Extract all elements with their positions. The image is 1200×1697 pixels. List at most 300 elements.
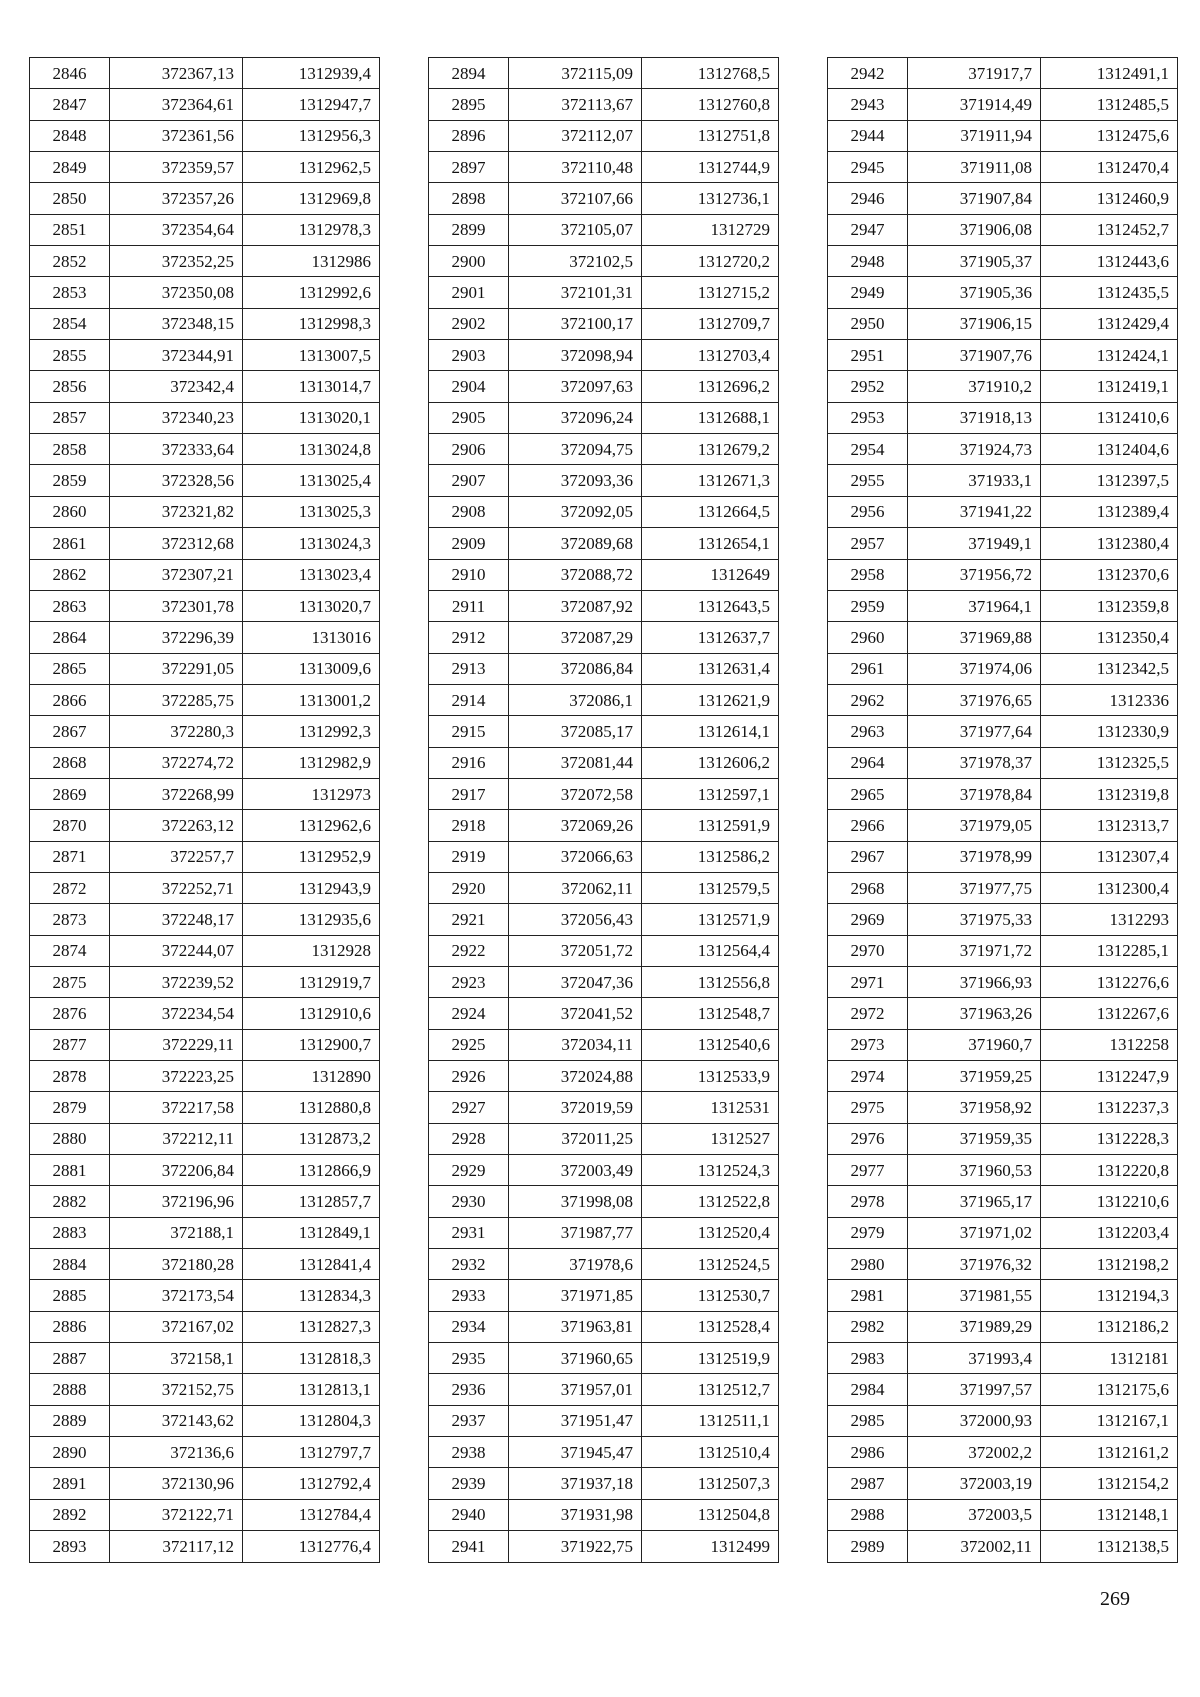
point-number-cell: 2947 <box>828 214 908 245</box>
table-row <box>828 496 1178 527</box>
x-coordinate-cell: 371917,7 <box>908 58 1041 89</box>
y-coordinate-cell: 1313020,1 <box>243 402 380 433</box>
point-number-cell: 2875 <box>30 966 110 997</box>
table-row <box>30 841 380 872</box>
x-coordinate-cell: 372328,56 <box>110 465 243 496</box>
x-coordinate-cell: 372088,72 <box>509 559 642 590</box>
table-row <box>828 58 1178 89</box>
table-row <box>828 371 1178 402</box>
y-coordinate-cell: 1312857,7 <box>243 1186 380 1217</box>
table-row <box>30 120 380 151</box>
point-number-cell: 2920 <box>429 872 509 903</box>
x-coordinate-cell: 372107,66 <box>509 183 642 214</box>
y-coordinate-cell: 1312910,6 <box>243 998 380 1029</box>
point-number-cell: 2937 <box>429 1405 509 1436</box>
y-coordinate-cell: 1312198,2 <box>1041 1249 1178 1280</box>
table-row <box>30 1468 380 1499</box>
x-coordinate-cell: 371907,84 <box>908 183 1041 214</box>
x-coordinate-cell: 371964,1 <box>908 590 1041 621</box>
y-coordinate-cell: 1312460,9 <box>1041 183 1178 214</box>
x-coordinate-cell: 372212,11 <box>110 1123 243 1154</box>
page-number: 269 <box>1100 1588 1130 1610</box>
point-number-cell: 2902 <box>429 308 509 339</box>
table-row <box>30 528 380 559</box>
table-row <box>828 778 1178 809</box>
x-coordinate-cell: 371978,37 <box>908 747 1041 778</box>
table-row <box>828 1280 1178 1311</box>
x-coordinate-cell: 371959,25 <box>908 1061 1041 1092</box>
point-number-cell: 2901 <box>429 277 509 308</box>
point-number-cell: 2922 <box>429 935 509 966</box>
table-row <box>30 966 380 997</box>
y-coordinate-cell: 1312540,6 <box>642 1029 779 1060</box>
point-number-cell: 2958 <box>828 559 908 590</box>
x-coordinate-cell: 372101,31 <box>509 277 642 308</box>
point-number-cell: 2931 <box>429 1217 509 1248</box>
x-coordinate-cell: 372002,2 <box>908 1437 1041 1468</box>
table-row <box>429 684 779 715</box>
y-coordinate-cell: 1312947,7 <box>243 89 380 120</box>
table-row <box>429 622 779 653</box>
table-row <box>429 89 779 120</box>
table-row <box>429 1155 779 1186</box>
table-row <box>429 1249 779 1280</box>
point-number-cell: 2909 <box>429 528 509 559</box>
point-number-cell: 2955 <box>828 465 908 496</box>
y-coordinate-cell: 1313025,4 <box>243 465 380 496</box>
y-coordinate-cell: 1312404,6 <box>1041 434 1178 465</box>
y-coordinate-cell: 1312760,8 <box>642 89 779 120</box>
point-number-cell: 2871 <box>30 841 110 872</box>
y-coordinate-cell: 1312804,3 <box>243 1405 380 1436</box>
x-coordinate-cell: 372086,84 <box>509 653 642 684</box>
y-coordinate-cell: 1312649 <box>642 559 779 590</box>
y-coordinate-cell: 1313001,2 <box>243 684 380 715</box>
table-row <box>30 872 380 903</box>
x-coordinate-cell: 371911,08 <box>908 152 1041 183</box>
table-row <box>828 841 1178 872</box>
table-row <box>30 277 380 308</box>
point-number-cell: 2914 <box>429 684 509 715</box>
point-number-cell: 2976 <box>828 1123 908 1154</box>
point-number-cell: 2946 <box>828 183 908 214</box>
point-number-cell: 2862 <box>30 559 110 590</box>
x-coordinate-cell: 372069,26 <box>509 810 642 841</box>
point-number-cell: 2891 <box>30 1468 110 1499</box>
y-coordinate-cell: 1312429,4 <box>1041 308 1178 339</box>
x-coordinate-cell: 372354,64 <box>110 214 243 245</box>
point-number-cell: 2857 <box>30 402 110 433</box>
x-coordinate-cell: 372100,17 <box>509 308 642 339</box>
x-coordinate-cell: 372244,07 <box>110 935 243 966</box>
point-number-cell: 2933 <box>429 1280 509 1311</box>
point-number-cell: 2905 <box>429 402 509 433</box>
x-coordinate-cell: 371976,32 <box>908 1249 1041 1280</box>
table-row <box>30 1280 380 1311</box>
point-number-cell: 2967 <box>828 841 908 872</box>
y-coordinate-cell: 1312220,8 <box>1041 1155 1178 1186</box>
table-row <box>429 1343 779 1374</box>
table-row <box>828 747 1178 778</box>
y-coordinate-cell: 1312597,1 <box>642 778 779 809</box>
table-row <box>30 1311 380 1342</box>
x-coordinate-cell: 371911,94 <box>908 120 1041 151</box>
table-row <box>429 872 779 903</box>
point-number-cell: 2853 <box>30 277 110 308</box>
y-coordinate-cell: 1313020,7 <box>243 590 380 621</box>
x-coordinate-cell: 371906,15 <box>908 308 1041 339</box>
point-number-cell: 2878 <box>30 1061 110 1092</box>
y-coordinate-cell: 1312330,9 <box>1041 716 1178 747</box>
x-coordinate-cell: 372096,24 <box>509 402 642 433</box>
y-coordinate-cell: 1312300,4 <box>1041 872 1178 903</box>
x-coordinate-cell: 372136,6 <box>110 1437 243 1468</box>
point-number-cell: 2897 <box>429 152 509 183</box>
point-number-cell: 2948 <box>828 246 908 277</box>
x-coordinate-cell: 371933,1 <box>908 465 1041 496</box>
x-coordinate-cell: 372344,91 <box>110 340 243 371</box>
point-number-cell: 2887 <box>30 1343 110 1374</box>
point-number-cell: 2896 <box>429 120 509 151</box>
table-row <box>828 622 1178 653</box>
y-coordinate-cell: 1312564,4 <box>642 935 779 966</box>
point-number-cell: 2928 <box>429 1123 509 1154</box>
point-number-cell: 2925 <box>429 1029 509 1060</box>
point-number-cell: 2932 <box>429 1249 509 1280</box>
x-coordinate-cell: 372234,54 <box>110 998 243 1029</box>
y-coordinate-cell: 1312491,1 <box>1041 58 1178 89</box>
y-coordinate-cell: 1312512,7 <box>642 1374 779 1405</box>
point-number-cell: 2865 <box>30 653 110 684</box>
point-number-cell: 2898 <box>429 183 509 214</box>
x-coordinate-cell: 371914,49 <box>908 89 1041 120</box>
table-row <box>30 465 380 496</box>
y-coordinate-cell: 1312784,4 <box>243 1499 380 1530</box>
point-number-cell: 2968 <box>828 872 908 903</box>
point-number-cell: 2876 <box>30 998 110 1029</box>
table-row <box>429 1092 779 1123</box>
y-coordinate-cell: 1312571,9 <box>642 904 779 935</box>
point-number-cell: 2935 <box>429 1343 509 1374</box>
x-coordinate-cell: 372097,63 <box>509 371 642 402</box>
y-coordinate-cell: 1312720,2 <box>642 246 779 277</box>
table-row <box>828 1531 1178 1562</box>
coordinate-table-3 <box>827 57 1178 1563</box>
x-coordinate-cell: 372196,96 <box>110 1186 243 1217</box>
table-row <box>429 120 779 151</box>
y-coordinate-cell: 1312485,5 <box>1041 89 1178 120</box>
table-row <box>30 58 380 89</box>
point-number-cell: 2890 <box>30 1437 110 1468</box>
x-coordinate-cell: 372122,71 <box>110 1499 243 1530</box>
y-coordinate-cell: 1312643,5 <box>642 590 779 621</box>
table-row <box>429 778 779 809</box>
point-number-cell: 2949 <box>828 277 908 308</box>
x-coordinate-cell: 371977,64 <box>908 716 1041 747</box>
table-row <box>828 684 1178 715</box>
y-coordinate-cell: 1312729 <box>642 214 779 245</box>
y-coordinate-cell: 1312511,1 <box>642 1405 779 1436</box>
x-coordinate-cell: 372239,52 <box>110 966 243 997</box>
point-number-cell: 2953 <box>828 402 908 433</box>
table-row <box>30 904 380 935</box>
point-number-cell: 2923 <box>429 966 509 997</box>
y-coordinate-cell: 1312654,1 <box>642 528 779 559</box>
x-coordinate-cell: 372085,17 <box>509 716 642 747</box>
x-coordinate-cell: 372062,11 <box>509 872 642 903</box>
table-row <box>828 559 1178 590</box>
y-coordinate-cell: 1312827,3 <box>243 1311 380 1342</box>
table-row <box>429 402 779 433</box>
y-coordinate-cell: 1312978,3 <box>243 214 380 245</box>
y-coordinate-cell: 1312499 <box>642 1531 779 1562</box>
table-row <box>30 747 380 778</box>
point-number-cell: 2846 <box>30 58 110 89</box>
point-number-cell: 2969 <box>828 904 908 935</box>
x-coordinate-cell: 371951,47 <box>509 1405 642 1436</box>
point-number-cell: 2971 <box>828 966 908 997</box>
table-row <box>828 1343 1178 1374</box>
point-number-cell: 2956 <box>828 496 908 527</box>
table-row <box>30 559 380 590</box>
point-number-cell: 2874 <box>30 935 110 966</box>
x-coordinate-cell: 371949,1 <box>908 528 1041 559</box>
y-coordinate-cell: 1312679,2 <box>642 434 779 465</box>
coordinate-table-1 <box>29 57 380 1563</box>
y-coordinate-cell: 1312524,5 <box>642 1249 779 1280</box>
point-number-cell: 2867 <box>30 716 110 747</box>
point-number-cell: 2860 <box>30 496 110 527</box>
table-row <box>30 1092 380 1123</box>
table-row <box>828 402 1178 433</box>
point-number-cell: 2889 <box>30 1405 110 1436</box>
table-row <box>828 1249 1178 1280</box>
point-number-cell: 2855 <box>30 340 110 371</box>
x-coordinate-cell: 371997,57 <box>908 1374 1041 1405</box>
y-coordinate-cell: 1312928 <box>243 935 380 966</box>
y-coordinate-cell: 1312935,6 <box>243 904 380 935</box>
point-number-cell: 2974 <box>828 1061 908 1092</box>
y-coordinate-cell: 1312866,9 <box>243 1155 380 1186</box>
table-row <box>828 1499 1178 1530</box>
x-coordinate-cell: 371931,98 <box>509 1499 642 1530</box>
x-coordinate-cell: 372340,23 <box>110 402 243 433</box>
table-row <box>30 935 380 966</box>
y-coordinate-cell: 1312973 <box>243 778 380 809</box>
table-row <box>30 1405 380 1436</box>
point-number-cell: 2900 <box>429 246 509 277</box>
y-coordinate-cell: 1312194,3 <box>1041 1280 1178 1311</box>
y-coordinate-cell: 1312435,5 <box>1041 277 1178 308</box>
point-number-cell: 2939 <box>429 1468 509 1499</box>
point-number-cell: 2917 <box>429 778 509 809</box>
x-coordinate-cell: 371965,17 <box>908 1186 1041 1217</box>
table-row <box>828 1437 1178 1468</box>
table-row <box>30 183 380 214</box>
table-row <box>429 1029 779 1060</box>
y-coordinate-cell: 1312664,5 <box>642 496 779 527</box>
y-coordinate-cell: 1312319,8 <box>1041 778 1178 809</box>
point-number-cell: 2944 <box>828 120 908 151</box>
y-coordinate-cell: 1312148,1 <box>1041 1499 1178 1530</box>
point-number-cell: 2868 <box>30 747 110 778</box>
table-row <box>429 1468 779 1499</box>
y-coordinate-cell: 1312293 <box>1041 904 1178 935</box>
table-row <box>429 904 779 935</box>
y-coordinate-cell: 1312962,6 <box>243 810 380 841</box>
table-row <box>429 58 779 89</box>
table-row <box>30 496 380 527</box>
y-coordinate-cell: 1312956,3 <box>243 120 380 151</box>
table-row <box>429 308 779 339</box>
x-coordinate-cell: 371989,29 <box>908 1311 1041 1342</box>
point-number-cell: 2952 <box>828 371 908 402</box>
point-number-cell: 2907 <box>429 465 509 496</box>
x-coordinate-cell: 372359,57 <box>110 152 243 183</box>
y-coordinate-cell: 1312631,4 <box>642 653 779 684</box>
point-number-cell: 2883 <box>30 1217 110 1248</box>
x-coordinate-cell: 372094,75 <box>509 434 642 465</box>
point-number-cell: 2962 <box>828 684 908 715</box>
x-coordinate-cell: 372285,75 <box>110 684 243 715</box>
x-coordinate-cell: 372092,05 <box>509 496 642 527</box>
x-coordinate-cell: 371960,65 <box>509 1343 642 1374</box>
x-coordinate-cell: 371977,75 <box>908 872 1041 903</box>
table-row <box>429 1374 779 1405</box>
table-row <box>828 152 1178 183</box>
x-coordinate-cell: 372364,61 <box>110 89 243 120</box>
x-coordinate-cell: 372301,78 <box>110 590 243 621</box>
point-number-cell: 2866 <box>30 684 110 715</box>
point-number-cell: 2918 <box>429 810 509 841</box>
point-number-cell: 2970 <box>828 935 908 966</box>
y-coordinate-cell: 1312228,3 <box>1041 1123 1178 1154</box>
y-coordinate-cell: 1312524,3 <box>642 1155 779 1186</box>
point-number-cell: 2869 <box>30 778 110 809</box>
point-number-cell: 2951 <box>828 340 908 371</box>
x-coordinate-cell: 372158,1 <box>110 1343 243 1374</box>
y-coordinate-cell: 1312792,4 <box>243 1468 380 1499</box>
table-row <box>429 559 779 590</box>
table-row <box>828 277 1178 308</box>
x-coordinate-cell: 372173,54 <box>110 1280 243 1311</box>
point-number-cell: 2912 <box>429 622 509 653</box>
point-number-cell: 2880 <box>30 1123 110 1154</box>
table-row <box>30 810 380 841</box>
x-coordinate-cell: 372167,02 <box>110 1311 243 1342</box>
x-coordinate-cell: 372047,36 <box>509 966 642 997</box>
y-coordinate-cell: 1312919,7 <box>243 966 380 997</box>
y-coordinate-cell: 1312751,8 <box>642 120 779 151</box>
table-row <box>828 590 1178 621</box>
point-number-cell: 2934 <box>429 1311 509 1342</box>
table-row <box>30 1499 380 1530</box>
y-coordinate-cell: 1312397,5 <box>1041 465 1178 496</box>
x-coordinate-cell: 371963,81 <box>509 1311 642 1342</box>
table-row <box>828 434 1178 465</box>
y-coordinate-cell: 1312591,9 <box>642 810 779 841</box>
table-row <box>30 1374 380 1405</box>
x-coordinate-cell: 372000,93 <box>908 1405 1041 1436</box>
y-coordinate-cell: 1312533,9 <box>642 1061 779 1092</box>
y-coordinate-cell: 1312307,4 <box>1041 841 1178 872</box>
point-number-cell: 2930 <box>429 1186 509 1217</box>
x-coordinate-cell: 371971,72 <box>908 935 1041 966</box>
x-coordinate-cell: 372342,4 <box>110 371 243 402</box>
y-coordinate-cell: 1312203,4 <box>1041 1217 1178 1248</box>
table-row <box>828 1186 1178 1217</box>
point-number-cell: 2941 <box>429 1531 509 1562</box>
x-coordinate-cell: 372206,84 <box>110 1155 243 1186</box>
table-row <box>828 872 1178 903</box>
table-row <box>429 246 779 277</box>
y-coordinate-cell: 1312181 <box>1041 1343 1178 1374</box>
table-row <box>429 1437 779 1468</box>
table-row <box>30 152 380 183</box>
y-coordinate-cell: 1312614,1 <box>642 716 779 747</box>
x-coordinate-cell: 371978,99 <box>908 841 1041 872</box>
y-coordinate-cell: 1312992,6 <box>243 277 380 308</box>
x-coordinate-cell: 371907,76 <box>908 340 1041 371</box>
x-coordinate-cell: 371918,13 <box>908 402 1041 433</box>
x-coordinate-cell: 372117,12 <box>110 1531 243 1562</box>
x-coordinate-cell: 372003,49 <box>509 1155 642 1186</box>
point-number-cell: 2959 <box>828 590 908 621</box>
y-coordinate-cell: 1312776,4 <box>243 1531 380 1562</box>
x-coordinate-cell: 371978,6 <box>509 1249 642 1280</box>
point-number-cell: 2906 <box>429 434 509 465</box>
x-coordinate-cell: 371966,93 <box>908 966 1041 997</box>
x-coordinate-cell: 372367,13 <box>110 58 243 89</box>
y-coordinate-cell: 1312419,1 <box>1041 371 1178 402</box>
y-coordinate-cell: 1313025,3 <box>243 496 380 527</box>
table-row <box>828 120 1178 151</box>
point-number-cell: 2899 <box>429 214 509 245</box>
table-row <box>429 747 779 778</box>
table-row <box>30 622 380 653</box>
y-coordinate-cell: 1312424,1 <box>1041 340 1178 371</box>
table-row <box>30 246 380 277</box>
x-coordinate-cell: 372086,1 <box>509 684 642 715</box>
y-coordinate-cell: 1312531 <box>642 1092 779 1123</box>
table-row <box>828 308 1178 339</box>
x-coordinate-cell: 371941,22 <box>908 496 1041 527</box>
point-number-cell: 2975 <box>828 1092 908 1123</box>
y-coordinate-cell: 1312952,9 <box>243 841 380 872</box>
x-coordinate-cell: 372113,67 <box>509 89 642 120</box>
x-coordinate-cell: 372041,52 <box>509 998 642 1029</box>
point-number-cell: 2924 <box>429 998 509 1029</box>
x-coordinate-cell: 372257,7 <box>110 841 243 872</box>
point-number-cell: 2856 <box>30 371 110 402</box>
x-coordinate-cell: 372291,05 <box>110 653 243 684</box>
x-coordinate-cell: 372263,12 <box>110 810 243 841</box>
x-coordinate-cell: 371971,02 <box>908 1217 1041 1248</box>
y-coordinate-cell: 1312982,9 <box>243 747 380 778</box>
y-coordinate-cell: 1312247,9 <box>1041 1061 1178 1092</box>
point-number-cell: 2848 <box>30 120 110 151</box>
table-row <box>828 1405 1178 1436</box>
point-number-cell: 2981 <box>828 1280 908 1311</box>
x-coordinate-cell: 371905,37 <box>908 246 1041 277</box>
table-row <box>429 183 779 214</box>
x-coordinate-cell: 372361,56 <box>110 120 243 151</box>
point-number-cell: 2940 <box>429 1499 509 1530</box>
table-row <box>828 716 1178 747</box>
x-coordinate-cell: 371963,26 <box>908 998 1041 1029</box>
point-number-cell: 2894 <box>429 58 509 89</box>
table-row <box>30 1343 380 1374</box>
